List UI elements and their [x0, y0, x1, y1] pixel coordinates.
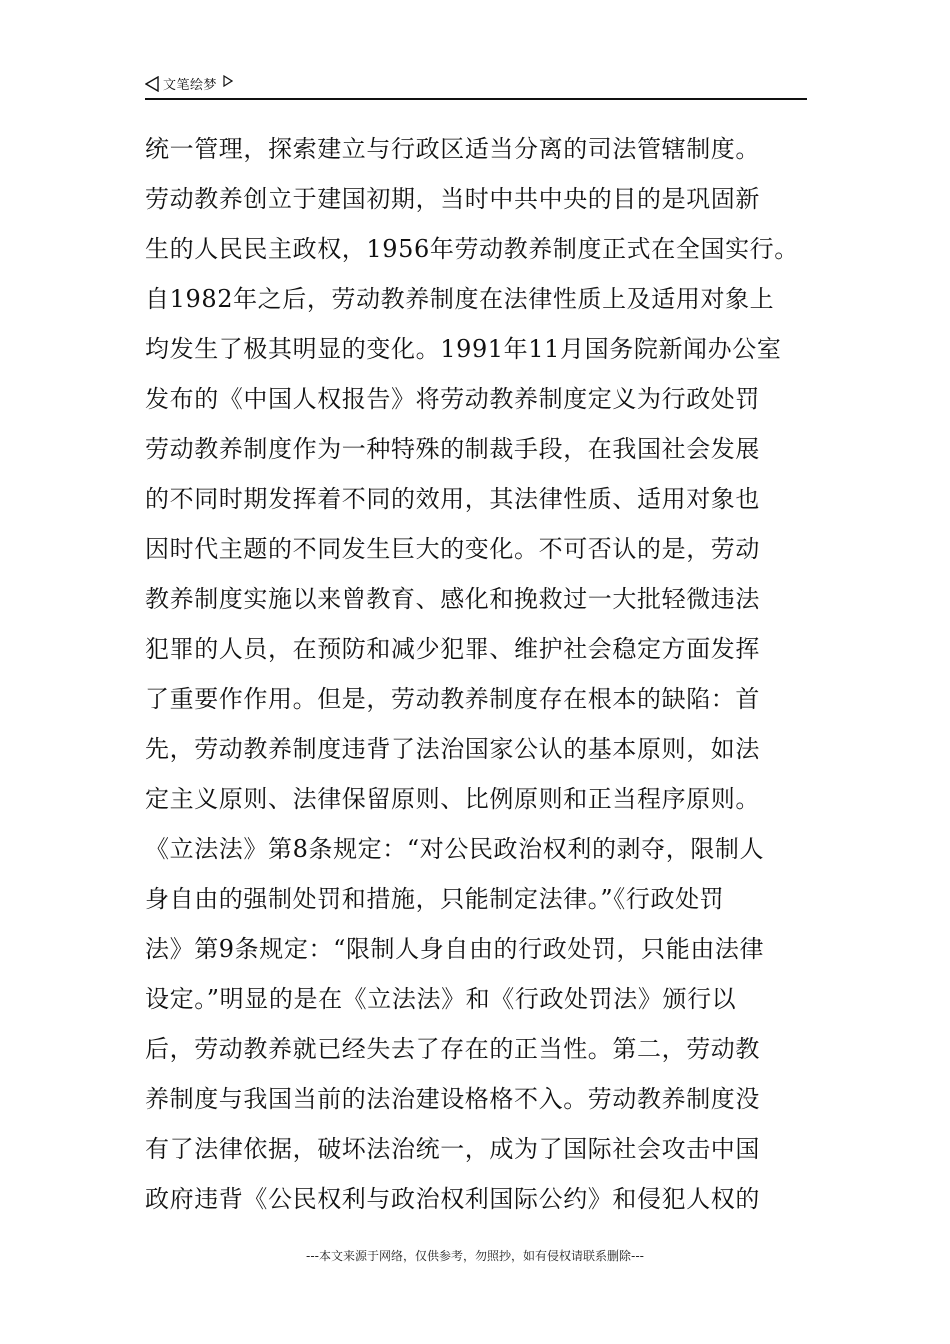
body-line: 后，劳动教养就已经失去了存在的正当性。第二，劳动教: [145, 1035, 760, 1063]
body-line: 有了法律依据，破坏法治统一，成为了国际社会攻击中国: [145, 1135, 760, 1163]
body-line: 设定。”明显的是在《立法法》和《行政处罚法》颁行以: [145, 985, 737, 1013]
body-line: 政府违背《公民权利与政治权利国际公约》和侵犯人权的: [145, 1185, 760, 1213]
body-line: 因时代主题的不同发生巨大的变化。不可否认的是，劳动: [145, 535, 760, 563]
header-brand-group: [145, 74, 233, 93]
body-line: 教养制度实施以来曾教育、感化和挽救过一大批轻微违法: [145, 585, 760, 613]
body-line: 的不同时期发挥着不同的效用，其法律性质、适用对象也: [145, 485, 760, 513]
body-line: 法》第9条规定：“限制人身自由的行政处罚，只能由法律: [145, 935, 765, 963]
body-line: 劳动教养创立于建国初期，当时中共中央的目的是巩固新: [145, 185, 760, 213]
body-line: 生的人民民主政权，1956年劳动教养制度正式在全国实行。: [145, 235, 799, 263]
body-line: 定主义原则、法律保留原则、比例原则和正当程序原则。: [145, 785, 760, 813]
body-text: [145, 124, 845, 1224]
body-line: 自1982年之后，劳动教养制度在法律性质上及适用对象上: [145, 285, 775, 313]
body-line: 了重要作作用。但是，劳动教养制度存在根本的缺陷：首: [145, 685, 760, 713]
page-header: [145, 72, 807, 100]
body-line: 均发生了极其明显的变化。1991年11月国务院新闻办公室: [145, 335, 782, 363]
body-line: 发布的《中国人权报告》将劳动教养制度定义为行政处罚: [145, 385, 760, 413]
body-line: 先，劳动教养制度违背了法治国家公认的基本原则，如法: [145, 735, 760, 763]
triangle-left-icon: [145, 76, 159, 92]
body-line: 身自由的强制处罚和措施，只能制定法律。”《行政处罚: [145, 885, 725, 913]
body-line: 养制度与我国当前的法治建设格格不入。劳动教养制度没: [145, 1085, 760, 1113]
body-line: 犯罪的人员，在预防和减少犯罪、维护社会稳定方面发挥: [145, 635, 760, 663]
body-line: 《立法法》第8条规定：“对公民政治权利的剥夺，限制人: [145, 835, 765, 863]
body-line: 劳动教养制度作为一种特殊的制裁手段，在我国社会发展: [145, 435, 760, 463]
triangle-right-icon: [223, 75, 233, 87]
footer-notice: ---本文来源于网络，仅供参考，勿照抄，如有侵权请联系删除---: [306, 1249, 644, 1263]
body-line: 统一管理，探索建立与行政区适当分离的司法管辖制度。: [145, 135, 760, 163]
header-brand: 文笔绘梦: [163, 78, 218, 93]
